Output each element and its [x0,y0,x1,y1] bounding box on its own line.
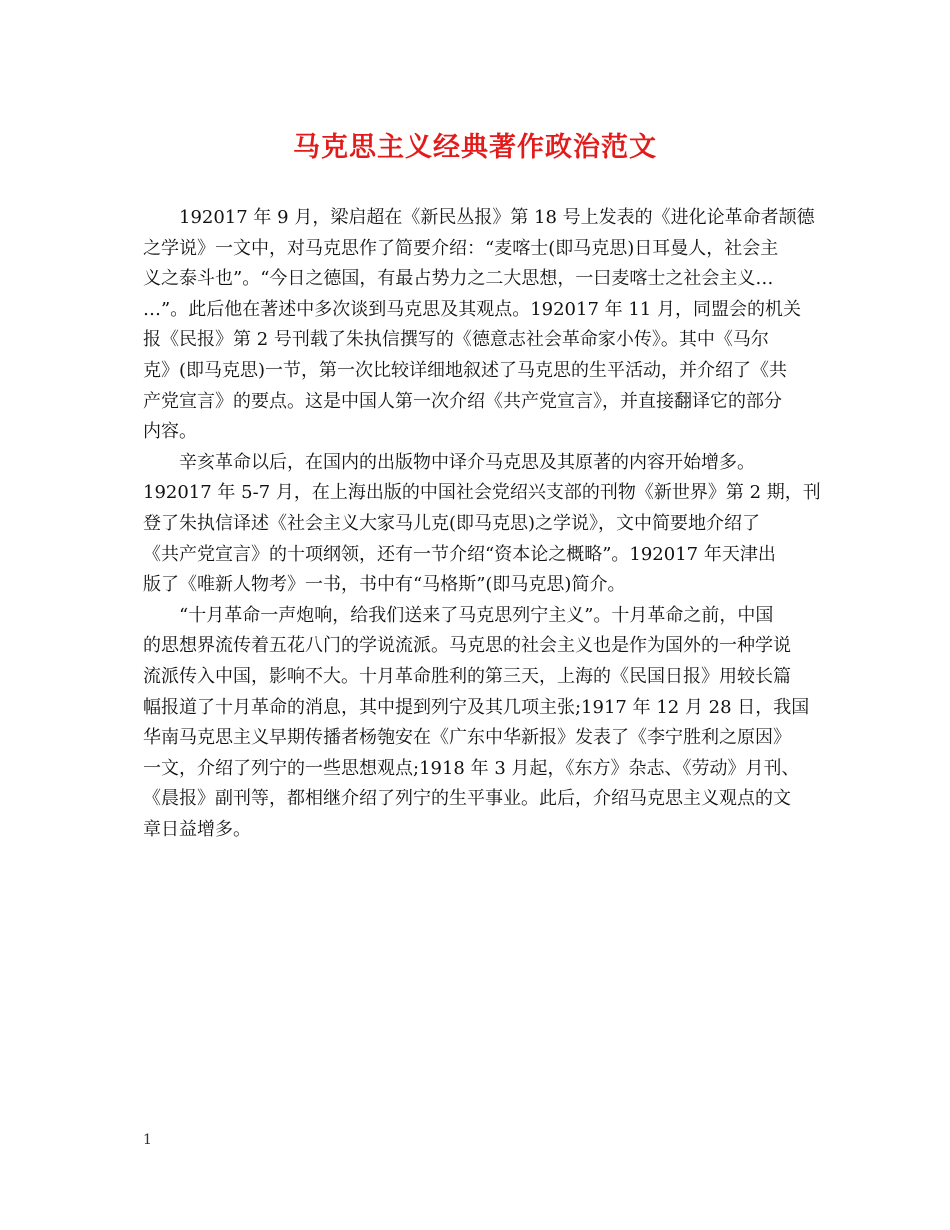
paragraph-1-line: 内容。 [143,421,197,443]
paragraph-3-line: 章日益增多。 [143,818,251,840]
paragraph-3-line: 一文，介绍了列宁的一些思想观点;1918 年 3 月起，《东方》杂志、《劳动》月刊、 [143,757,800,779]
paragraph-1-line: 之学说》一文中，对马克思作了简要介绍：“麦喀士(即马克思)日耳曼人，社会主 [143,237,779,259]
page-number: 1 [143,1132,152,1148]
paragraph-1-line: 192017 年 9 月，梁启超在《新民丛报》第 18 号上发表的《进化论革命者颉德 [179,207,815,228]
paragraph-1-line: 产党宣言》的要点。这是中国人第一次介绍《共产党宣言》，并直接翻译它的部分 [143,390,782,412]
paragraph-1-line: 克》(即马克思)一节，第一次比较详细地叙述了马克思的生平活动，并介绍了《共 [143,359,788,381]
paragraph-3-line: 流派传入中国，影响不大。十月革命胜利的第三天，上海的《民国日报》用较长篇 [143,665,791,687]
paragraph-2-line: 192017 年 5-7 月，在上海出版的中国社会党绍兴支部的刊物《新世界》第 2 期，刊 [143,482,821,504]
paragraph-3-line: 幅报道了十月革命的消息，其中提到列宁及其几项主张;1917 年 12 月 28 日，我国 [143,696,810,718]
paragraph-1-line: 报《民报》第 2 号刊载了朱执信撰写的《德意志社会革命家小传》。其中《马尔 [143,329,769,351]
paragraph-1-line: …”。此后他在著述中多次谈到马克思及其观点。192017 年 11 月，同盟会的机关 [143,298,801,320]
paragraph-1-line: 义之泰斗也”。“今日之德国，有最占势力之二大思想，一曰麦喀士之社会主义… [143,268,774,290]
document-body [143,203,821,845]
paragraph-2-line: 辛亥革命以后，在国内的出版物中译介马克思及其原著的内容开始增多。 [179,451,755,473]
paragraph-3-line: 的思想界流传着五花八门的学说流派。马克思的社会主义也是作为国外的一种学说 [143,635,791,657]
paragraph-2-line: 登了朱执信译述《社会主义大家马儿克(即马克思)之学说》，文中简要地介绍了 [143,512,761,534]
page-title: 马克思主义经典著作政治范文 [293,132,657,163]
paragraph-3-line: “十月革命一声炮响，给我们送来了马克思列宁主义”。十月革命之前，中国 [179,604,774,626]
paragraph-3-line: 华南马克思主义早期传播者杨匏安在《广东中华新报》发表了《李宁胜利之原因》 [143,727,791,749]
paragraph-2-line: 版了《唯新人物考》一书，书中有“马格斯”(即马克思)简介。 [143,574,626,596]
paragraph-2-line: 《共产党宣言》的十项纲领，还有一节介绍“资本论之概略”。192017 年天津出 [143,543,776,565]
paragraph-3-line: 《晨报》副刊等，都相继介绍了列宁的生平事业。此后，介绍马克思主义观点的文 [143,788,791,810]
